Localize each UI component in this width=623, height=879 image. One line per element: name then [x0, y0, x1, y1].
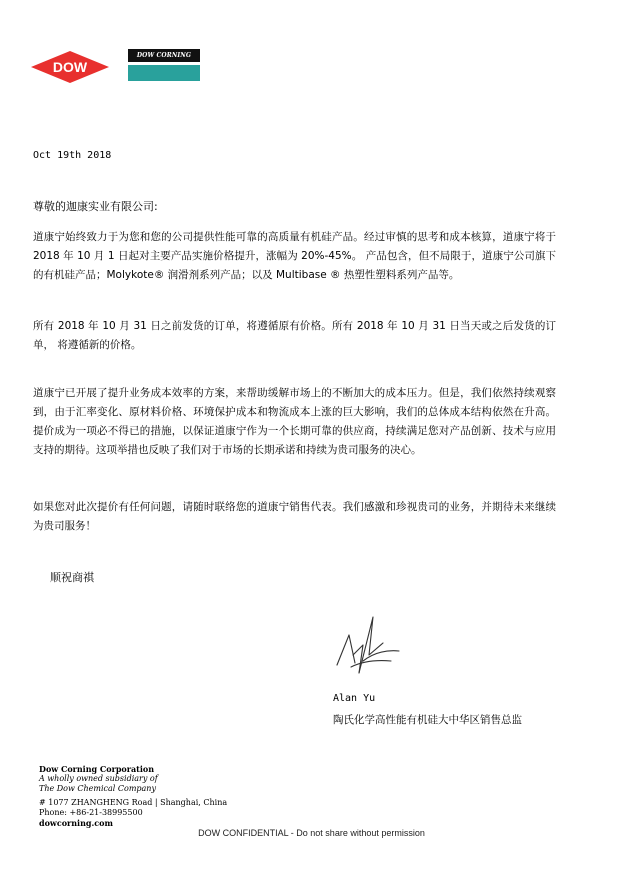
signer-title: 陶氏化学高性能有机硅大中华区销售总监: [333, 714, 522, 726]
salutation: 尊敬的迦康实业有限公司:: [33, 200, 158, 213]
footer-company: Dow Corning Corporation: [39, 764, 155, 774]
letter-date: Oct 19th 2018: [33, 150, 112, 161]
dow-corning-logo-bar: [128, 65, 200, 81]
dow-corning-logo-text: DOW CORNING: [128, 49, 200, 62]
dow-corning-logo: [128, 49, 200, 81]
signature: [333, 615, 405, 677]
confidential-notice: DOW CONFIDENTIAL - Do not share without permission: [198, 828, 425, 838]
paragraph-order-dates: 所有 2018 年 10 月 31 日之前发货的订单，将遵循原有价格。所有 2018 年 10 月 31 日当天或之后发货的订单， 将遵循新的价格。: [33, 320, 556, 351]
dow-logo: [31, 51, 109, 83]
paragraph-price-increase: 道康宁始终致力于为您和您的公司提供性能可靠的高质量有机硅产品。经过审慎的思考和成本核算，道康宁将于 2018 年 10 月 1 日起对主要产品实施价格提升，涨幅为 20%-45%。 产品包含，但不局限于，道康宁公司旗下的有机硅产品；Molykote® 润滑剂系列产品；以及 Multibase ® 热塑性塑料系列产品等。: [33, 231, 556, 281]
signer-name: Alan Yu: [333, 693, 376, 704]
footer-phone: Phone: +86-21-38995500: [39, 808, 143, 817]
paragraph-cost-pressure: 道康宁已开展了提升业务成本效率的方案，来帮助缓解市场上的不断加大的成本压力。但是，我们依然持续观察到，由于汇率变化、原材料价格、环境保护成本和物流成本上涨的巨大影响，我们的总体成本结构依然在升高。提价成为一项必不得已的措施，以保证道康宁作为一个长期可靠的供应商，持续满足您对产品创新、技术与应用支持的期待。这项举措也反映了我们对于市场的长期承诺和持续为贵司服务的决心。: [33, 387, 556, 456]
closing-phrase: 顺祝商祺: [50, 571, 94, 584]
footer-website[interactable]: dowcorning.com: [39, 818, 113, 828]
footer-subsidiary-line2: The Dow Chemical Company: [39, 784, 156, 793]
footer-address: # 1077 ZHANGHENG Road | Shanghai, China: [39, 798, 228, 807]
paragraph-contact: 如果您对此次提价有任何问题，请随时联络您的道康宁销售代表。我们感激和珍视贵司的业务，并期待未来继续为贵司服务！: [33, 501, 556, 532]
footer-subsidiary-line1: A wholly owned subsidiary of: [39, 774, 158, 783]
dow-logo-text: DOW: [52, 59, 88, 75]
